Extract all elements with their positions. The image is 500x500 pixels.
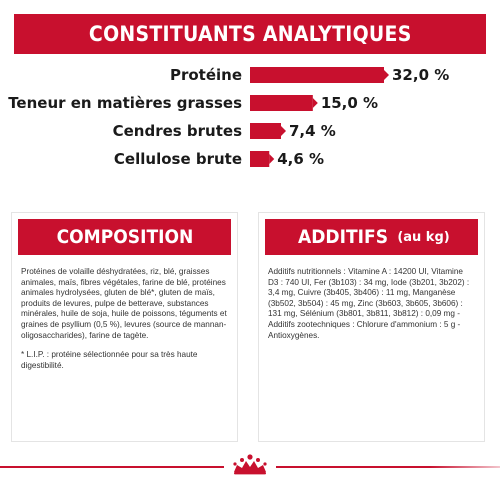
bar [250,151,269,167]
row-label: Cendres brutes [112,122,242,140]
value-label: 32,0 % [392,66,450,84]
composition-title: COMPOSITION [56,226,193,248]
additifs-text: Additifs nutritionnels : Vitamine A : 14200 UI, Vitamine D3 : 740 UI, Fer (3b103) : 34 mg, Iode (3b201, 3b202) : 3,4 mg, Cuivre (3b405, 3b406) : 11 mg, Manganèse (3b502, 3b504) : 45 mg, Zinc (3b603, 3b605, 3b606) : 131 mg, Sélénium (3b801, 3b811, 3b812) : 0,09 mg - Additifs zootechniques : Chlorure d'ammonium : 5 g - Antioxygènes. [268,267,470,340]
composition-header [18,219,231,255]
row-label: Teneur en matières grasses [8,94,242,112]
bar [250,67,384,83]
footer-rule-fade [430,466,500,468]
composition-body [12,261,237,371]
section-title: CONSTITUANTS ANALYTIQUES [88,22,412,46]
additifs-title: ADDITIFS [298,226,389,248]
bar-tip [313,98,318,108]
bar [250,123,281,139]
composition-box [11,212,238,442]
value-label: 7,4 % [288,122,336,140]
bar-tip [281,126,286,136]
value-label: 4,6 % [277,150,325,168]
section-title-band [14,14,486,54]
brand-logo [224,449,276,479]
additifs-body [259,261,484,341]
bar [250,95,313,111]
composition-text: Protéines de volaille déshydratées, riz, blé, graisses animales, maïs, fibres végétales, farine de blé, protéines animales hydrolysées, gluten de blé*, gluten de maïs, produits de levures, pulpe de betterave, substances minérales, huile de soja, huile de poissons, téguments et graines de psyllium (0,5 %), levures (source de mannan-oligosaccharides), farine de tagète. [21,267,227,340]
additifs-unit: (au kg) [397,229,450,245]
row-label: Cellulose brute [113,150,242,168]
crown-icon [230,453,270,475]
additifs-box [258,212,485,442]
composition-note: * L.I.P. : protéine sélectionnée pour sa très haute digestibilité. [21,350,198,370]
bar-tip [384,70,389,80]
additifs-header [265,219,478,255]
row-label: Protéine [169,66,242,84]
bar-tip [269,154,274,164]
analytical-constituents-chart [0,60,500,200]
value-label: 15,0 % [320,94,379,112]
